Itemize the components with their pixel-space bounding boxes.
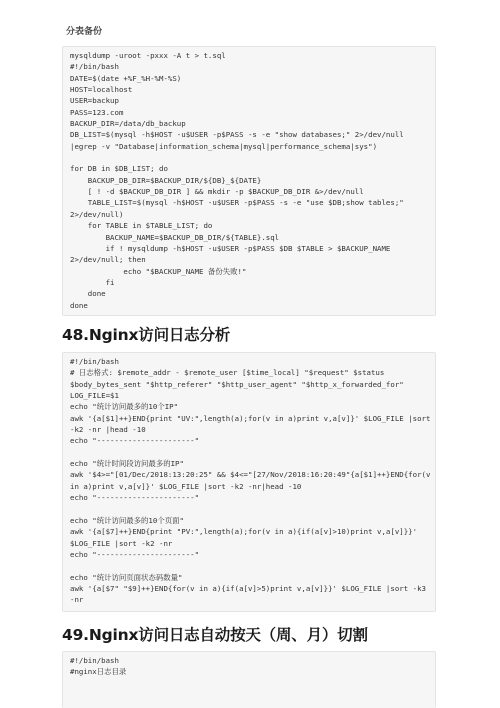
code-line: in a)print v,a[v]}' $LOG_FILE |sort -k2 -nr|head -10 [70,481,302,491]
code-line: awk '{a[$7" "$9]++}END{for(v in a){if(a[v]>5)print v,a[v]}}' $LOG_FILE |sort -k3 [70,583,426,593]
code-line: mysqldump -uroot -pxxx -A t > t.sql [70,51,226,60]
code-line: |egrep -v "Database|information_schema|mysql|performance_schema|sys") [70,141,378,151]
code-line: #nginx日志目录 [70,667,127,677]
code-line: -nr [70,595,84,605]
code-line: echo "----------------------" [70,549,200,559]
code-line: #!/bin/bash [70,62,119,72]
code-line: #!/bin/bash [70,357,119,366]
code-line: BACKUP_DB_DIR=$BACKUP_DIR/${DB}_${DATE} [70,175,262,185]
code-line: LOG_FILE=$1 [70,391,119,401]
code-line: echo "统计时间段访问最多的IP" [70,459,184,469]
code-block-table-backup [62,46,436,316]
code-line: #!/bin/bash [70,656,119,665]
code-line: echo "$BACKUP_NAME 备份失败!" [70,266,247,276]
code-line: for TABLE in $TABLE_LIST; do [70,221,213,231]
code-line [70,503,435,514]
section-label: 分表备份 [66,27,103,37]
code-line: echo "统计访问最多的10个IP" [70,402,179,412]
code-line: # 日志格式: $remote_addr - $remote_user [$time_local] "$request" $status [70,368,385,378]
code-line: done [70,300,88,310]
code-line: echo "----------------------" [70,436,200,446]
code-line [70,560,435,571]
code-line: [ ! -d $BACKUP_DB_DIR ] && mkdir -p $BACKUP_DB_DIR &>/dev/null [70,187,364,197]
code-line: for DB in $DB_LIST; do [70,164,168,174]
code-line [70,152,435,163]
code-line: DATE=$(date +%F_%H-%M-%S) [70,73,182,83]
code-line: done [70,289,106,299]
code-line: echo "统计访问最多的10个页面" [70,515,184,525]
code-line: HOST=localhost [70,85,133,95]
code-line: 2>/dev/null; then [70,255,146,265]
heading-nginx-log-analysis: 48.Nginx访问日志分析 [62,326,231,344]
code-line: awk '{a[$1]++}END{print "UV:",length(a);for(v in a)print v,a[v]}' $LOG_FILE |sort [70,413,431,423]
code-line: PASS=123.com [70,107,124,117]
code-line: echo "----------------------" [70,493,200,503]
code-line: $LOG_FILE |sort -k2 -nr [70,538,173,548]
code-line: USER=backup [70,96,119,106]
code-line: BACKUP_DIR=/data/db_backup [70,119,186,129]
code-line: 2>/dev/null) [70,209,124,219]
code-line: fi [70,277,115,287]
code-line: if ! mysqldump -h$HOST -u$USER -p$PASS $DB $TABLE > $BACKUP_NAME [70,243,391,253]
code-line: -k2 -nr |head -10 [70,425,146,435]
code-line: awk '$4>="[01/Dec/2018:13:20:25" && $4<="[27/Nov/2018:16:20:49"{a[$1]++}END{for(v [70,470,431,480]
code-line: DB_LIST=$(mysql -h$HOST -u$USER -p$PASS -s -e "show databases;" 2>/dev/null [70,130,404,140]
code-line: awk '{a[$7]++}END{print "PV:",length(a);for(v in a){if(a[v]>10)print v,a[v]}}' [70,527,418,537]
code-line: TABLE_LIST=$(mysql -h$HOST -u$USER -p$PASS -s -e "use $DB;show tables;" [70,198,404,208]
code-block-nginx-log-rotation [62,651,436,708]
code-line: BACKUP_NAME=$BACKUP_DB_DIR/${TABLE}.sql [70,232,280,242]
code-block-nginx-log-analysis [62,352,436,612]
code-line: $body_bytes_sent "$http_referer" "$http_user_agent" "$http_x_forwarded_for" [70,379,404,389]
code-line [70,447,435,458]
heading-nginx-log-rotation: 49.Nginx访问日志自动按天（周、月）切割 [62,626,368,644]
code-line: echo "统计访问页面状态码数量" [70,572,183,582]
